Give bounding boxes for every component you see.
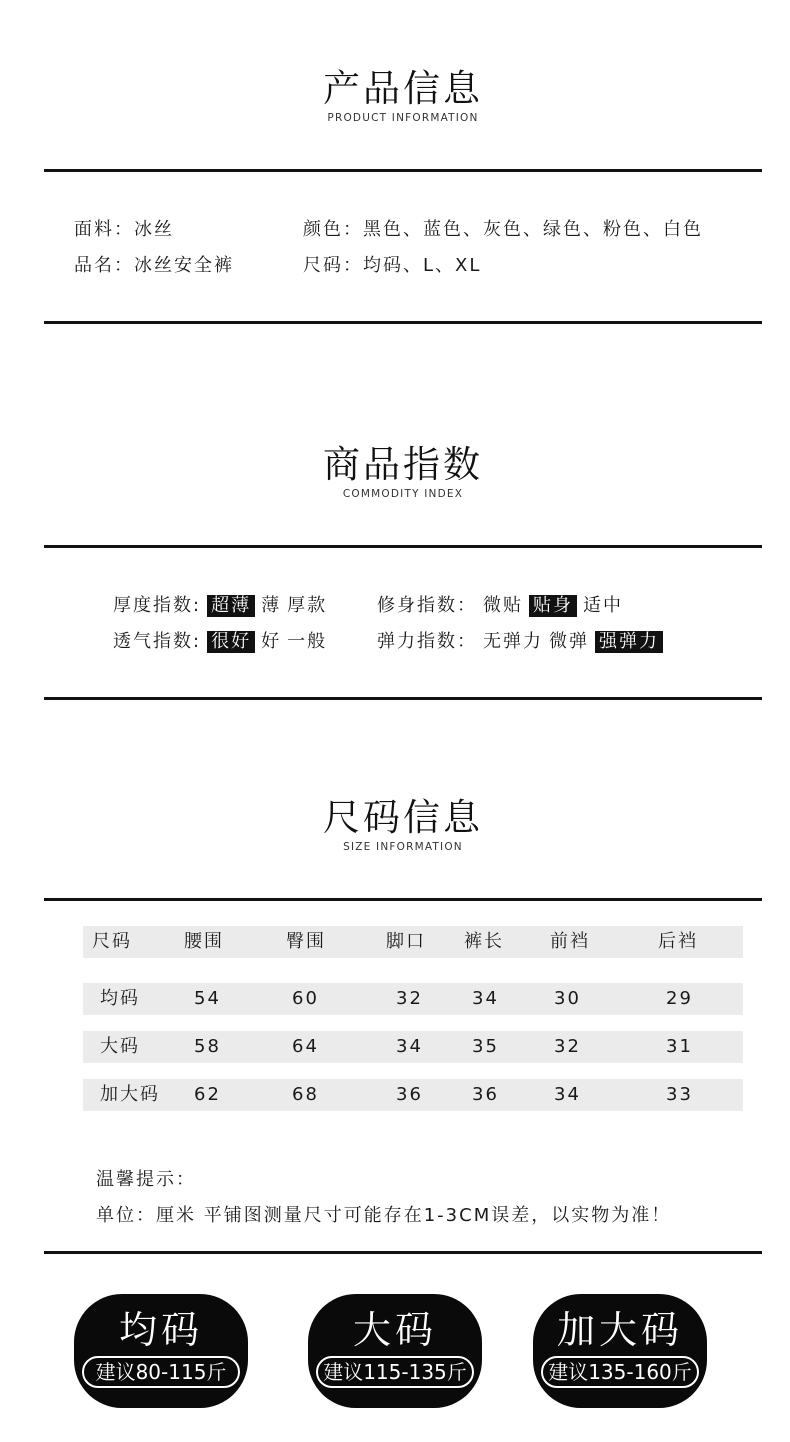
breathability-option-selected: 很好 (207, 631, 255, 653)
table-cell: 32 (554, 1036, 581, 1057)
elasticity-label: 弹力指数： (377, 631, 477, 652)
divider (44, 898, 762, 901)
header-cell: 前裆 (550, 931, 590, 952)
table-cell: 36 (396, 1084, 423, 1105)
table-cell: 32 (396, 988, 423, 1009)
header-cell: 腰围 (184, 931, 224, 952)
product-name-text: 品名：冰丝安全裤 (74, 255, 234, 276)
badge-size: 均码 (118, 1308, 203, 1352)
table-cell: 36 (472, 1084, 499, 1105)
size-cell: 大码 (100, 1036, 140, 1057)
table-row (83, 1031, 743, 1063)
breathability-option: 一般 (287, 631, 328, 652)
size-info-title: 尺码信息 (323, 796, 483, 839)
fabric-text: 面料：冰丝 (74, 219, 174, 240)
table-cell: 58 (194, 1036, 221, 1057)
badge-size: 大码 (352, 1308, 437, 1352)
product-info-title: 产品信息 (323, 67, 483, 110)
fit-option-selected: 贴身 (529, 595, 577, 617)
elasticity-option: 无弹力 (483, 631, 543, 652)
table-cell: 29 (666, 988, 693, 1009)
divider (44, 697, 762, 700)
fit-option: 微贴 (483, 595, 523, 616)
divider (44, 169, 762, 172)
divider (44, 545, 762, 548)
breathability-label: 透气指数: (113, 631, 202, 652)
size-cell: 加大码 (100, 1084, 160, 1105)
table-cell: 34 (554, 1084, 581, 1105)
thickness-option: 薄 (261, 595, 282, 616)
divider (44, 321, 762, 324)
table-row (83, 1079, 743, 1111)
tip-text: 单位：厘米 平铺图测量尺寸可能存在1-3CM误差，以实物为准！ (96, 1205, 672, 1226)
fit-option: 适中 (583, 595, 623, 616)
commodity-index-title: 商品指数 (323, 443, 483, 486)
elasticity-index (377, 631, 669, 653)
header-cell: 臀围 (286, 931, 326, 952)
table-cell: 30 (554, 988, 581, 1009)
table-cell: 35 (472, 1036, 499, 1057)
size-table-header (83, 926, 743, 958)
header-cell: 后裆 (658, 931, 698, 952)
fit-label: 修身指数： (377, 595, 477, 616)
breathability-index (113, 631, 333, 653)
commodity-index-subtitle: COMMODITY INDEX (342, 488, 464, 500)
table-cell: 34 (472, 988, 499, 1009)
thickness-option: 厚款 (287, 595, 328, 616)
product-info-subtitle: PRODUCT INFORMATION (327, 112, 479, 124)
size-cell: 均码 (100, 988, 140, 1009)
size-badge-large (308, 1294, 482, 1408)
divider (44, 1251, 762, 1254)
badge-size: 加大码 (556, 1308, 683, 1352)
table-cell: 68 (292, 1084, 319, 1105)
colors-text: 颜色：黑色、蓝色、灰色、绿色、粉色、白色 (303, 219, 703, 240)
table-cell: 54 (194, 988, 221, 1009)
breathability-option: 好 (261, 631, 282, 652)
table-cell: 33 (666, 1084, 693, 1105)
size-badge-regular (74, 1294, 248, 1408)
size-badge-xlarge (533, 1294, 707, 1408)
header-cell: 裤长 (464, 931, 504, 952)
badge-suggest: 建议135-160斤 (541, 1356, 699, 1388)
table-cell: 64 (292, 1036, 319, 1057)
table-cell: 60 (292, 988, 319, 1009)
table-row (83, 983, 743, 1015)
thickness-option-selected: 超薄 (207, 595, 255, 617)
header-cell: 脚口 (386, 931, 426, 952)
size-info-subtitle: SIZE INFORMATION (343, 841, 463, 853)
table-cell: 31 (666, 1036, 693, 1057)
table-cell: 34 (396, 1036, 423, 1057)
tip-title: 温馨提示： (96, 1169, 196, 1190)
table-cell: 62 (194, 1084, 221, 1105)
sizes-text: 尺码：均码、L、XL (303, 255, 482, 276)
badge-suggest: 建议115-135斤 (316, 1356, 474, 1388)
fit-index (377, 595, 629, 617)
thickness-index (113, 595, 333, 617)
thickness-label: 厚度指数: (113, 595, 202, 616)
header-cell: 尺码 (92, 931, 132, 952)
elasticity-option-selected: 强弹力 (595, 631, 663, 653)
badge-suggest: 建议80-115斤 (82, 1356, 240, 1388)
elasticity-option: 微弹 (549, 631, 589, 652)
